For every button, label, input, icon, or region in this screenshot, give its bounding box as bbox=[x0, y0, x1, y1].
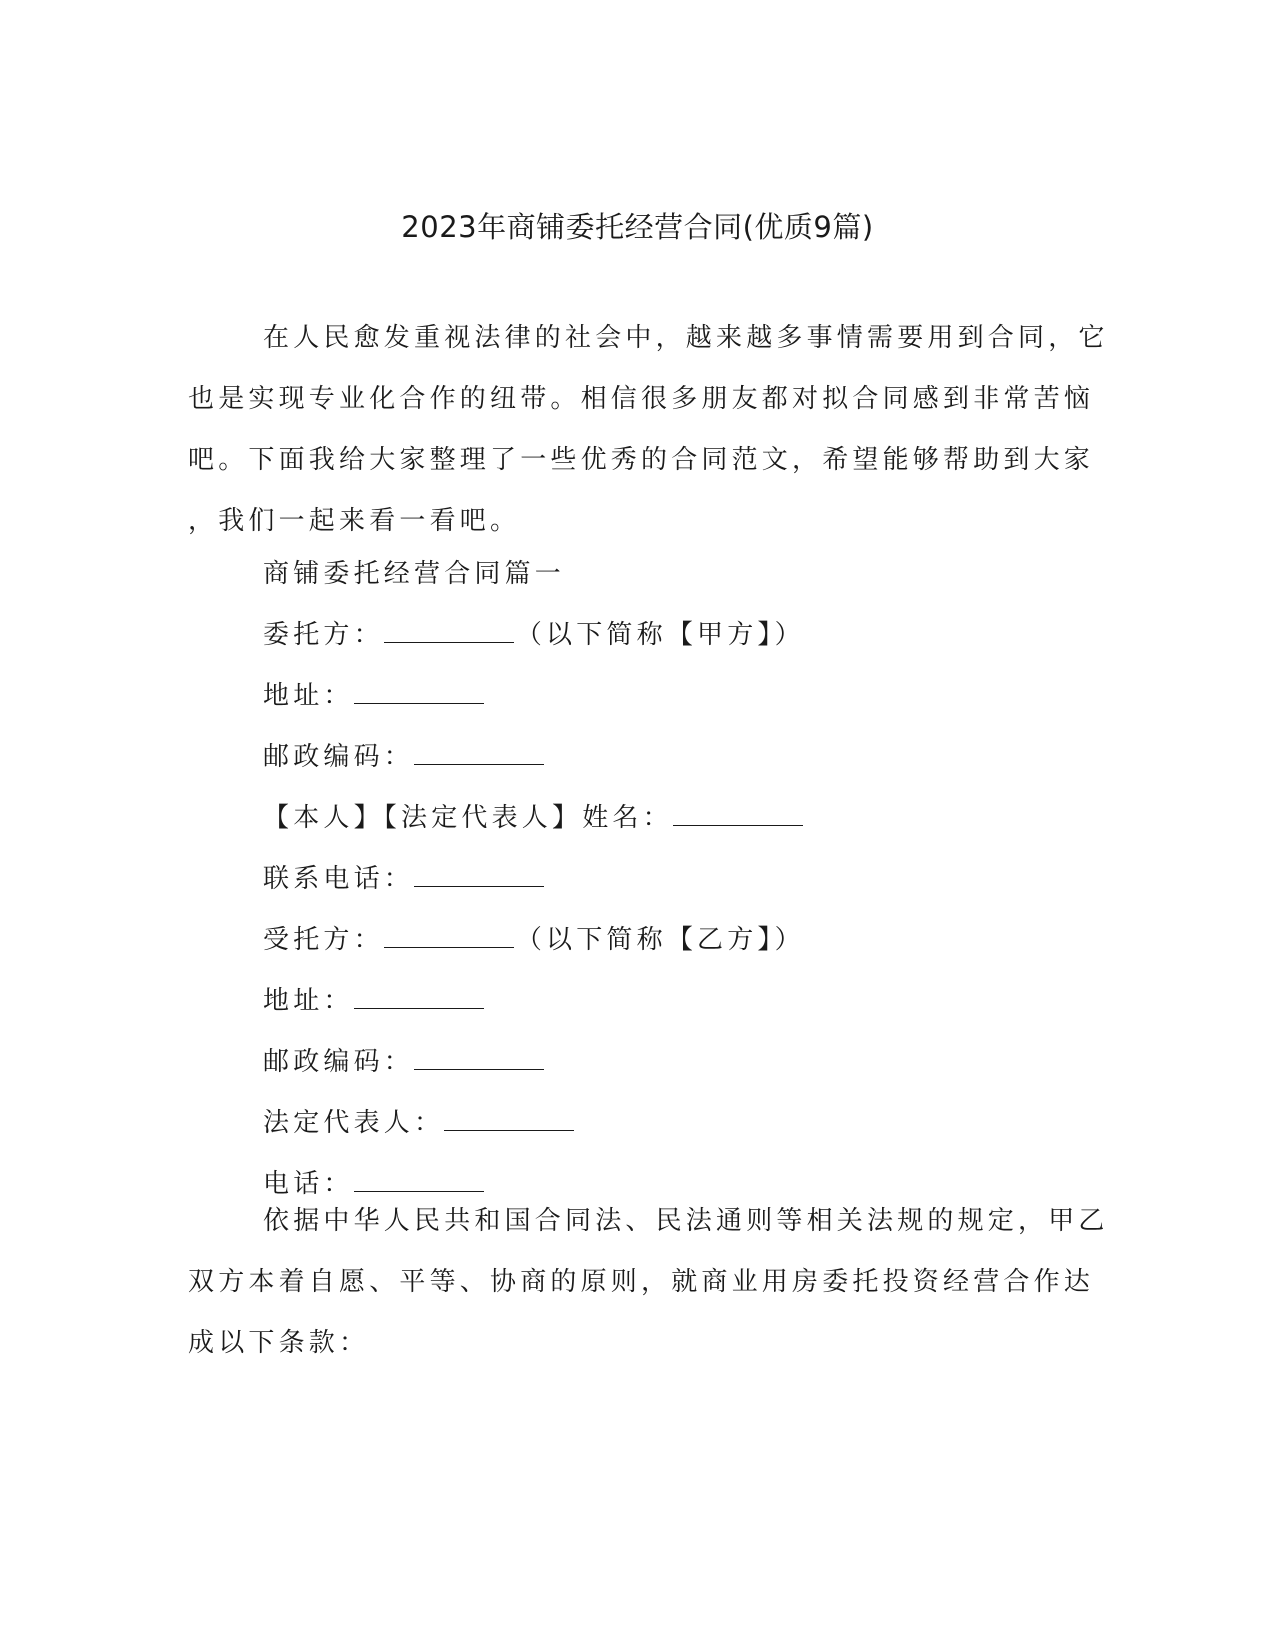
field-label: 地址： bbox=[263, 986, 354, 1016]
intro-line: ，我们一起来看一看吧。 bbox=[188, 506, 521, 536]
field-label: 【本人】【法定代表人】姓名： bbox=[263, 803, 673, 833]
field-label: 电话： bbox=[263, 1169, 354, 1199]
intro-line: 也是实现专业化合作的纽带。相信很多朋友都对拟合同感到非常苦恼 bbox=[188, 384, 1095, 414]
fill-blank[interactable] bbox=[414, 866, 544, 887]
closing-paragraph bbox=[188, 1191, 1109, 1374]
intro-line: 吧。下面我给大家整理了一些优秀的合同范文，希望能够帮助到大家 bbox=[188, 445, 1095, 475]
field-label: 邮政编码： bbox=[263, 1047, 415, 1077]
field-postcode-b bbox=[188, 1032, 1078, 1093]
field-label: 邮政编码： bbox=[263, 742, 415, 772]
contract-fields bbox=[188, 544, 1078, 1215]
field-label: 委托方： bbox=[263, 620, 384, 650]
field-suffix: （以下简称【乙方】） bbox=[515, 925, 805, 955]
field-phone-a bbox=[188, 849, 1078, 910]
fill-blank[interactable] bbox=[673, 805, 803, 826]
field-representative-name bbox=[188, 788, 1078, 849]
fill-blank[interactable] bbox=[354, 988, 484, 1009]
fill-blank[interactable] bbox=[414, 744, 544, 765]
field-address-a bbox=[188, 666, 1078, 727]
intro-paragraph bbox=[188, 308, 1109, 552]
fill-blank[interactable] bbox=[384, 622, 514, 643]
fill-blank[interactable] bbox=[354, 1171, 484, 1192]
document-title: 2023年商铺委托经营合同(优质9篇) bbox=[401, 210, 874, 244]
closing-line: 依据中华人民共和国合同法、民法通则等相关法规的规定，甲乙 bbox=[263, 1206, 1109, 1236]
closing-line: 成以下条款： bbox=[188, 1328, 370, 1358]
field-label: 法定代表人： bbox=[263, 1108, 445, 1138]
fill-blank[interactable] bbox=[384, 927, 514, 948]
fill-blank[interactable] bbox=[354, 683, 484, 704]
field-suffix: （以下简称【甲方】） bbox=[515, 620, 805, 650]
field-postcode-a bbox=[188, 727, 1078, 788]
field-label: 受托方： bbox=[263, 925, 384, 955]
field-entrusting-party bbox=[188, 605, 1078, 666]
closing-line: 双方本着自愿、平等、协商的原则，就商业用房委托投资经营合作达 bbox=[188, 1267, 1095, 1297]
intro-line: 在人民愈发重视法律的社会中，越来越多事情需要用到合同，它 bbox=[263, 323, 1109, 353]
section-heading: 商铺委托经营合同篇一 bbox=[263, 559, 566, 589]
field-label: 联系电话： bbox=[263, 864, 415, 894]
field-address-b bbox=[188, 971, 1078, 1032]
fill-blank[interactable] bbox=[414, 1049, 544, 1070]
field-legal-representative bbox=[188, 1093, 1078, 1154]
field-entrusted-party bbox=[188, 910, 1078, 971]
fill-blank[interactable] bbox=[444, 1110, 574, 1131]
field-label: 地址： bbox=[263, 681, 354, 711]
